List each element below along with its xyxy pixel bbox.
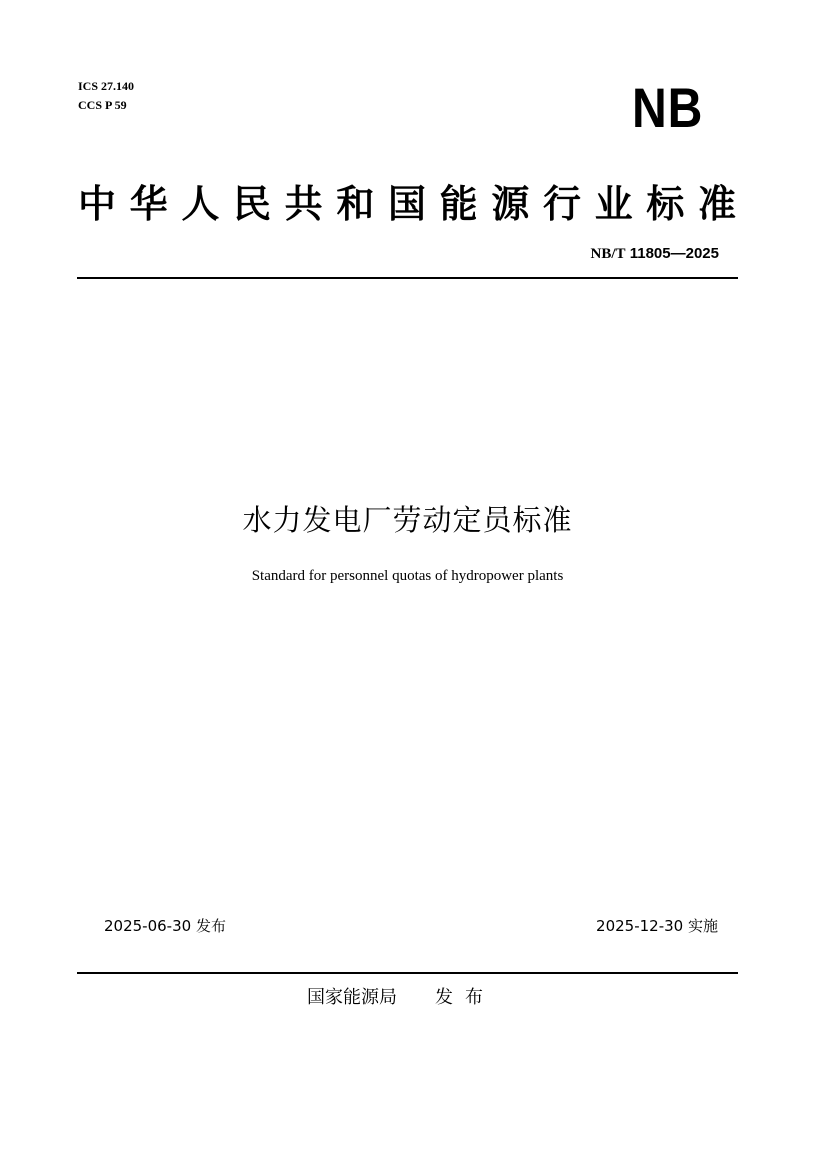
standard-category-title: 中华人民共和国能源行业标准 (78, 181, 738, 226)
issue-date: 2025-06-30 发布 (104, 917, 226, 935)
classification-codes (78, 77, 134, 115)
standard-number-value: 11805—2025 (629, 245, 719, 262)
implementation-date: 2025-12-30 实施 (596, 917, 718, 935)
ccs-code: CCS P 59 (78, 98, 127, 112)
publisher-action: 发布 (435, 987, 495, 1008)
bottom-divider (77, 972, 738, 974)
nb-logo: NB (632, 76, 704, 139)
document-title-chinese: 水力发电厂劳动定员标准 (242, 503, 573, 537)
top-divider (77, 277, 738, 279)
standard-number-prefix: NB/T (590, 246, 626, 262)
publisher-line (307, 985, 495, 1011)
document-title-english: Standard for personnel quotas of hydropower plants (251, 568, 564, 584)
ics-code: ICS 27.140 (78, 79, 135, 93)
standard-number (591, 244, 719, 264)
publisher-name: 国家能源局 (307, 987, 397, 1008)
